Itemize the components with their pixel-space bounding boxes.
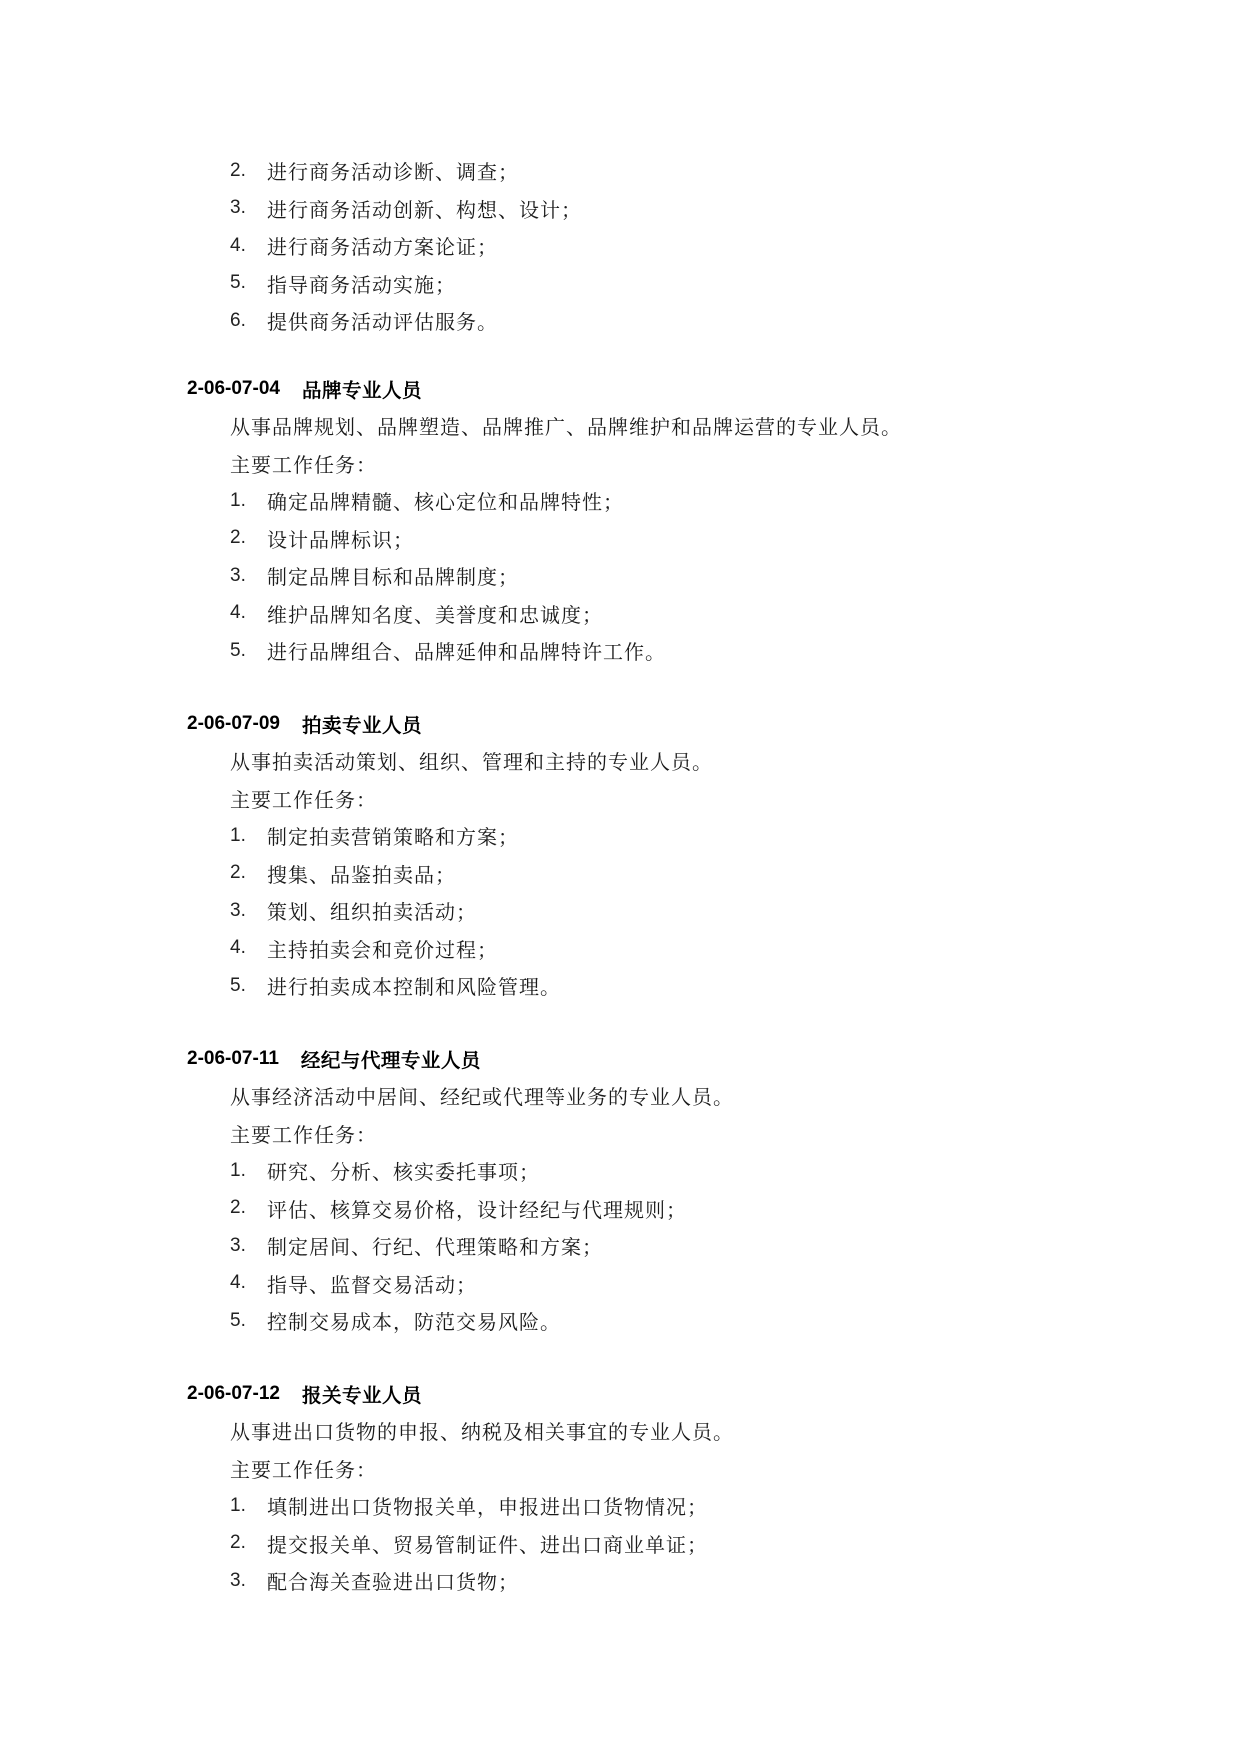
list-item: [230, 1265, 1147, 1303]
list-item: [230, 930, 1147, 968]
item-text: 设计品牌标识；: [267, 527, 414, 552]
occupation-section: [187, 1375, 1147, 1600]
list-item: [230, 1227, 1147, 1265]
item-text: 进行品牌组合、品牌延伸和品牌特许工作。: [267, 640, 666, 665]
item-text: 配合海关查验进出口货物；: [267, 1570, 519, 1595]
item-number: 5.: [230, 1309, 246, 1331]
item-number: 2.: [230, 1197, 246, 1219]
occupation-description: 从事拍卖活动策划、组织、管理和主持的专业人员。: [230, 750, 713, 775]
list-item: [230, 595, 1147, 633]
occupation-code: 2-06-07-04: [187, 377, 280, 399]
section-heading: [187, 705, 1147, 742]
occupation-title: 报关专业人员: [301, 1383, 422, 1407]
item-number: 2.: [230, 862, 246, 884]
occupation-title: 拍卖专业人员: [301, 713, 422, 737]
section-heading: [187, 1375, 1147, 1412]
task-list: [187, 482, 1147, 670]
occupation-description: 从事经济活动中居间、经纪或代理等业务的专业人员。: [230, 1085, 734, 1110]
list-item: [230, 1302, 1147, 1340]
list-item: [230, 817, 1147, 855]
item-number: 1.: [230, 824, 246, 846]
occupation-description: 从事进出口货物的申报、纳税及相关事宜的专业人员。: [230, 1420, 734, 1445]
item-text: 填制进出口货物报关单，申报进出口货物情况；: [267, 1495, 708, 1520]
item-text: 制定居间、行纪、代理策略和方案；: [267, 1235, 603, 1260]
list-item: [230, 1525, 1147, 1563]
task-list: [187, 817, 1147, 1005]
occupation-section: [187, 370, 1147, 670]
item-text: 制定品牌目标和品牌制度；: [267, 565, 519, 590]
occupation-description: 从事品牌规划、品牌塑造、品牌推广、品牌维护和品牌运营的专业人员。: [230, 415, 902, 440]
item-text: 策划、组织拍卖活动；: [267, 900, 477, 925]
list-item: [230, 227, 1130, 265]
item-number: 4.: [230, 234, 246, 256]
list-item: [230, 1487, 1147, 1525]
tasks-label: 主要工作任务：: [230, 1457, 377, 1482]
item-text: 评估、核算交易价格，设计经纪与代理规则；: [267, 1197, 687, 1222]
item-text: 进行商务活动方案论证；: [267, 235, 498, 260]
continued-task-list: [230, 152, 1130, 340]
item-text: 主持拍卖会和竞价过程；: [267, 937, 498, 962]
item-text: 提交报关单、贸易管制证件、进出口商业单证；: [267, 1532, 708, 1557]
list-item: [230, 190, 1130, 228]
list-item: [230, 482, 1147, 520]
tasks-label: 主要工作任务：: [230, 787, 377, 812]
list-item: [230, 1190, 1147, 1228]
item-text: 进行商务活动诊断、调查；: [267, 160, 519, 185]
item-number: 1.: [230, 489, 246, 511]
occupation-title: 品牌专业人员: [301, 378, 422, 402]
tasks-label: 主要工作任务：: [230, 452, 377, 477]
item-number: 2.: [230, 1532, 246, 1554]
item-text: 指导、监督交易活动；: [267, 1272, 477, 1297]
item-number: 4.: [230, 602, 246, 624]
list-item: [230, 855, 1147, 893]
item-text: 研究、分析、核实委托事项；: [267, 1160, 540, 1185]
item-text: 确定品牌精髓、核心定位和品牌特性；: [267, 490, 624, 515]
occupation-section: [187, 1040, 1147, 1340]
item-number: 2.: [230, 159, 246, 181]
occupation-section: [187, 705, 1147, 1005]
list-item: [230, 892, 1147, 930]
list-item: [230, 265, 1130, 303]
item-number: 3.: [230, 1569, 246, 1591]
occupation-code: 2-06-07-11: [187, 1047, 279, 1069]
list-item: [230, 557, 1147, 595]
item-number: 1.: [230, 1159, 246, 1181]
item-number: 4.: [230, 937, 246, 959]
section-heading: [187, 370, 1147, 407]
list-item: [230, 967, 1147, 1005]
list-item: [230, 1562, 1147, 1600]
item-number: 6.: [230, 309, 246, 331]
item-text: 进行拍卖成本控制和风险管理。: [267, 975, 561, 1000]
list-item: [230, 152, 1130, 190]
list-item: [230, 520, 1147, 558]
list-item: [230, 302, 1130, 340]
item-text: 控制交易成本，防范交易风险。: [267, 1310, 561, 1335]
item-number: 5.: [230, 639, 246, 661]
item-number: 3.: [230, 899, 246, 921]
task-list: [187, 1152, 1147, 1340]
item-text: 制定拍卖营销策略和方案；: [267, 825, 519, 850]
item-number: 5.: [230, 974, 246, 996]
item-text: 搜集、品鉴拍卖品；: [267, 862, 456, 887]
item-text: 进行商务活动创新、构想、设计；: [267, 197, 582, 222]
item-text: 指导商务活动实施；: [267, 272, 456, 297]
item-number: 1.: [230, 1494, 246, 1516]
list-item: [230, 632, 1147, 670]
occupation-code: 2-06-07-09: [187, 712, 280, 734]
item-text: 维护品牌知名度、美誉度和忠诚度；: [267, 602, 603, 627]
list-item: [230, 1152, 1147, 1190]
section-heading: [187, 1040, 1147, 1077]
tasks-label: 主要工作任务：: [230, 1122, 377, 1147]
item-number: 3.: [230, 564, 246, 586]
item-text: 提供商务活动评估服务。: [267, 310, 498, 335]
item-number: 3.: [230, 197, 246, 219]
task-list: [187, 1487, 1147, 1600]
item-number: 5.: [230, 272, 246, 294]
occupation-title: 经纪与代理专业人员: [300, 1048, 481, 1072]
occupation-code: 2-06-07-12: [187, 1382, 280, 1404]
item-number: 2.: [230, 527, 246, 549]
item-number: 4.: [230, 1272, 246, 1294]
item-number: 3.: [230, 1234, 246, 1256]
